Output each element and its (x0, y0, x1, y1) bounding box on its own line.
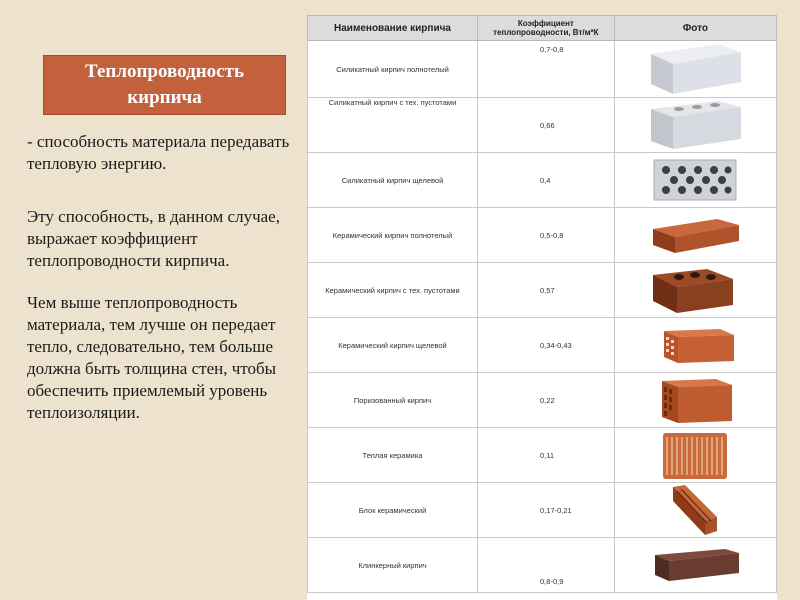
brick-name: Силикатный кирпич полнотелый (308, 41, 478, 98)
table-row (308, 41, 777, 98)
brick-name: Керамический кирпич полнотелый (308, 208, 478, 263)
brick-coefficient: 0,4 (478, 153, 615, 208)
brick-name: Керамический кирпич щелевой (308, 318, 478, 373)
slide-title-box (43, 55, 286, 115)
paragraph-coefficient: Эту способность, в данном случае, выражает коэффициент теплопроводности кирпича. (27, 207, 280, 270)
brick-name: Силикатный кирпич с тех. пустотами (308, 98, 478, 153)
table-row (308, 318, 777, 373)
table-row (308, 428, 777, 483)
brick-name: Поризованный кирпич (308, 373, 478, 428)
silicate-solid-brick-image (614, 41, 776, 98)
brick-coefficient: 0,34-0,43 (478, 318, 615, 373)
table-row (308, 538, 777, 593)
table-row (308, 483, 777, 538)
brick-conductivity-table (307, 15, 777, 593)
silicate-hollow-brick-image (614, 98, 776, 153)
silicate-slotted-brick-image (614, 153, 776, 208)
brick-table-container (307, 15, 777, 600)
brick-coefficient: 0,8-0,9 (478, 538, 615, 593)
header-photo: Фото (614, 16, 776, 41)
ceramic-solid-brick-image (614, 208, 776, 263)
brick-coefficient: 0,5-0,8 (478, 208, 615, 263)
table-row (308, 98, 777, 153)
brick-coefficient: 0,7-0,8 (478, 41, 615, 98)
brick-name: Керамический кирпич с тех. пустотами (308, 263, 478, 318)
porous-brick-image (614, 373, 776, 428)
brick-name: Теплая керамика (308, 428, 478, 483)
brick-coefficient: 0,22 (478, 373, 615, 428)
table-row (308, 373, 777, 428)
brick-coefficient: 0,11 (478, 428, 615, 483)
paragraph-conductivity: Чем выше теплопроводность материала, тем лучше он передает тепло, следовательно, тем больше должна быть толщина стен, чтобы обеспечить приемлемый уровень теплоизоляции. (27, 293, 277, 422)
table-row (308, 208, 777, 263)
brick-name: Блок керамический (308, 483, 478, 538)
clinker-brick-image (614, 538, 776, 593)
ceramic-slotted-brick-image (614, 318, 776, 373)
warm-ceramic-block-image (614, 428, 776, 483)
brick-name: Силикатный кирпич щелевой (308, 153, 478, 208)
brick-name: Клинкерный кирпич (308, 538, 478, 593)
brick-coefficient: 0,66 (478, 98, 615, 153)
table-row (308, 263, 777, 318)
table-row (308, 153, 777, 208)
ceramic-block-image (614, 483, 776, 538)
header-coefficient: Коэффициент теплопроводности, Вт/м*К (478, 16, 615, 41)
slide-title: Теплопроводность кирпича (85, 61, 244, 108)
header-name: Наименование кирпича (308, 16, 478, 41)
ceramic-hollow-brick-image (614, 263, 776, 318)
brick-coefficient: 0,57 (478, 263, 615, 318)
table-header-row (308, 16, 777, 41)
definition-text: - способность материала передавать тепловую энергию. (27, 132, 290, 173)
brick-coefficient: 0,17-0,21 (478, 483, 615, 538)
